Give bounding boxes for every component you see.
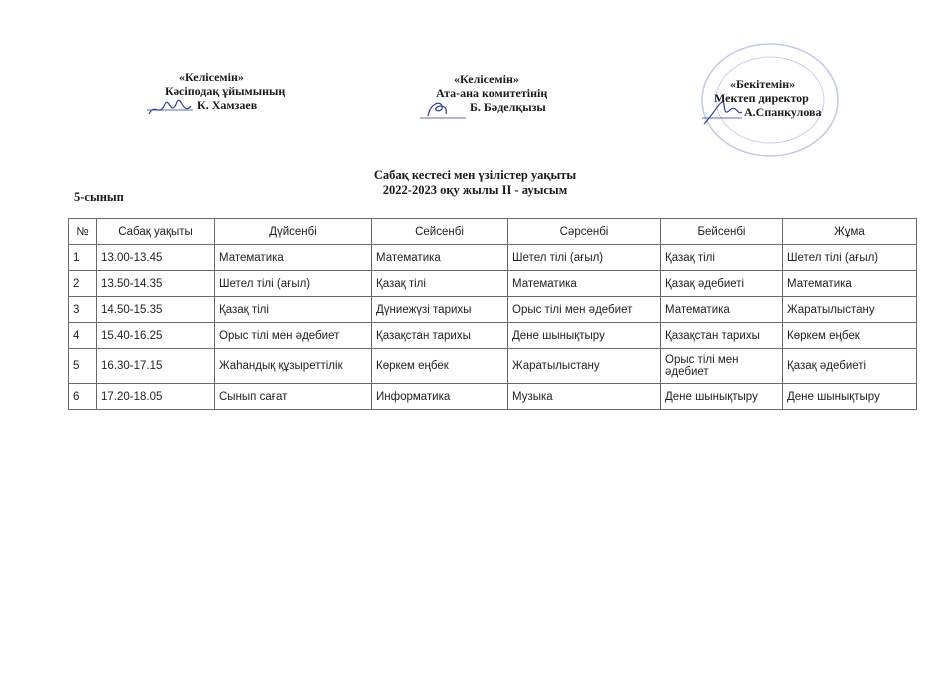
schedule-title: Сабақ кестесі мен үзілістер уақыты xyxy=(373,168,577,182)
header-number: № xyxy=(69,219,97,245)
approval-line2: Б. Бәделқызы xyxy=(470,100,546,114)
approval-line2: К. Хамзаев xyxy=(197,98,258,112)
schedule-subtitle: 2022-2023 оқу жылы ІІ - ауысым xyxy=(382,183,568,197)
cell-number: 4 xyxy=(69,323,97,349)
cell-thursday: Орыс тілі мен әдебиет xyxy=(661,349,783,384)
cell-friday: Дене шынықтыру xyxy=(783,384,917,410)
cell-time: 13.00-13.45 xyxy=(97,245,215,271)
cell-tuesday: Қазақстан тарихы xyxy=(372,323,508,349)
cell-wednesday: Музыка xyxy=(508,384,661,410)
cell-time: 16.30-17.15 xyxy=(97,349,215,384)
header-time: Сабақ уақыты xyxy=(97,219,215,245)
cell-wednesday: Шетел тілі (ағыл) xyxy=(508,245,661,271)
cell-monday: Математика xyxy=(215,245,372,271)
cell-monday: Қазақ тілі xyxy=(215,297,372,323)
header-tuesday: Сейсенбі xyxy=(372,219,508,245)
cell-monday: Сынып сағат xyxy=(215,384,372,410)
table-row xyxy=(69,271,917,297)
cell-monday: Шетел тілі (ағыл) xyxy=(215,271,372,297)
signature-1 xyxy=(145,92,195,122)
cell-friday: Жаратылыстану xyxy=(783,297,917,323)
approval-title: «Келісемін» xyxy=(454,72,519,86)
cell-time: 14.50-15.35 xyxy=(97,297,215,323)
schedule-table xyxy=(68,218,917,410)
cell-time: 13.50-14.35 xyxy=(97,271,215,297)
cell-friday: Көркем еңбек xyxy=(783,323,917,349)
cell-thursday: Қазақстан тарихы xyxy=(661,323,783,349)
cell-monday: Орыс тілі мен әдебиет xyxy=(215,323,372,349)
signature-3 xyxy=(700,98,744,128)
table-row xyxy=(69,245,917,271)
cell-friday: Қазақ әдебиеті xyxy=(783,349,917,384)
header-monday: Дүйсенбі xyxy=(215,219,372,245)
cell-number: 5 xyxy=(69,349,97,384)
cell-tuesday: Дүниежүзі тарихы xyxy=(372,297,508,323)
cell-number: 3 xyxy=(69,297,97,323)
approval-title: «Келісемін» xyxy=(179,70,244,84)
cell-tuesday: Көркем еңбек xyxy=(372,349,508,384)
cell-time: 15.40-16.25 xyxy=(97,323,215,349)
table-row xyxy=(69,384,917,410)
approval-line1: Кәсіподақ ұйымының xyxy=(165,84,286,98)
cell-number: 1 xyxy=(69,245,97,271)
grade-label: 5-сынып xyxy=(74,190,124,204)
cell-tuesday: Информатика xyxy=(372,384,508,410)
cell-number: 6 xyxy=(69,384,97,410)
table-row xyxy=(69,323,917,349)
cell-friday: Шетел тілі (ағыл) xyxy=(783,245,917,271)
cell-wednesday: Жаратылыстану xyxy=(508,349,661,384)
table-row xyxy=(69,297,917,323)
approval-title: «Бекітемін» xyxy=(730,77,796,91)
cell-friday: Математика xyxy=(783,271,917,297)
header-friday: Жұма xyxy=(783,219,917,245)
table-header-row xyxy=(69,219,917,245)
cell-tuesday: Қазақ тілі xyxy=(372,271,508,297)
cell-thursday: Қазақ тілі xyxy=(661,245,783,271)
signature-2 xyxy=(418,98,468,122)
table-row xyxy=(69,349,917,384)
cell-wednesday: Орыс тілі мен әдебиет xyxy=(508,297,661,323)
header-wednesday: Сәрсенбі xyxy=(508,219,661,245)
approval-line1: Мектеп директор xyxy=(714,91,809,105)
cell-time: 17.20-18.05 xyxy=(97,384,215,410)
header-thursday: Бейсенбі xyxy=(661,219,783,245)
approval-line1: Ата-ана комитетінің xyxy=(436,86,548,100)
cell-tuesday: Математика xyxy=(372,245,508,271)
cell-wednesday: Математика xyxy=(508,271,661,297)
cell-thursday: Математика xyxy=(661,297,783,323)
cell-thursday: Дене шынықтыру xyxy=(661,384,783,410)
cell-monday: Жаһандық құзыреттілік xyxy=(215,349,372,384)
cell-wednesday: Дене шынықтыру xyxy=(508,323,661,349)
cell-number: 2 xyxy=(69,271,97,297)
cell-thursday: Қазақ әдебиеті xyxy=(661,271,783,297)
approval-line2: А.Спанкулова xyxy=(744,105,822,119)
